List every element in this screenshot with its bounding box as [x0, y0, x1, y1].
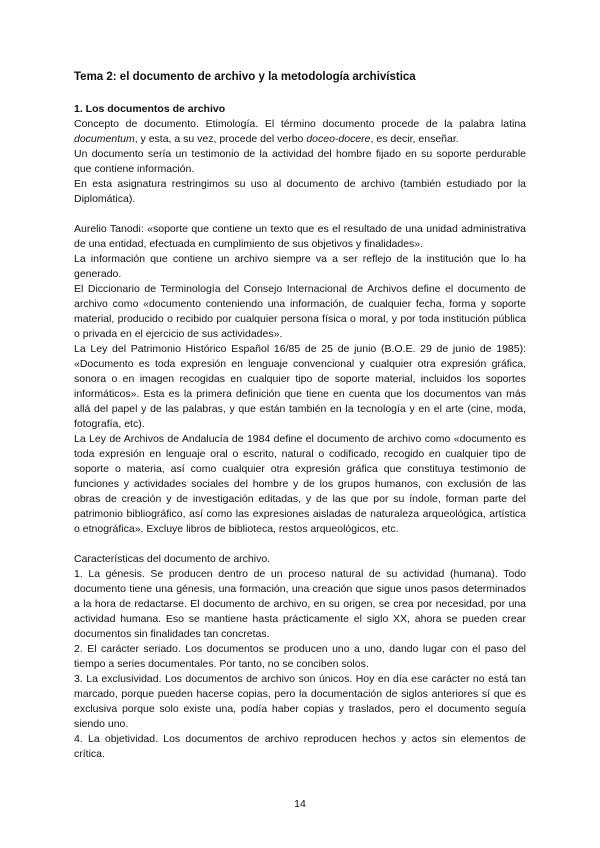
page-number: 14 [294, 798, 306, 810]
list-item-objetividad: 4. La objetividad. Los documentos de archivo reproducen hechos y actos sin elementos de crítica. [74, 733, 526, 760]
paragraph-diccionario: El Diccionario de Terminología del Consejo Internacional de Archivos define el documento de archivo como «documento conteniendo una información, de cualquier fecha, forma y soporte material, producido o recibido por cualquier persona física o moral, y por toda institución pública o privada en el ejercicio de sus actividades». [74, 283, 526, 340]
paragraph-tanodi: Aurelio Tanodi: «soporte que contiene un texto que es el resultado de una unidad administrativa de una entidad, efectuada en cumplimiento de sus objetivos y finalidades». [74, 223, 526, 250]
paragraph-ley-patrimonio: La Ley del Patrimonio Histórico Español 16/85 de 25 de junio (B.O.E. 29 de junio de 1985): «Documento es toda expresión en lenguaje convencional y cualquier otra expresión gráfica, sonora o en imagen recogidas en cualquier tipo de soporte material, incluidos los soportes informáticos». Esta es la primera definición que tiene en cuenta que los documentos van más allá del papel y de las palabras, y que están también en la tecnología y en el arte (cine, moda, fotografía, etc). [74, 343, 526, 430]
list-item-seriado: 2. El carácter seriado. Los documentos se producen uno a uno, dando lugar con el paso del tiempo a series documentales. Por tanto, no se conciben solos. [74, 643, 526, 670]
text-span: Concepto de documento. Etimología. El término documento procede de la palabra latina [74, 118, 526, 130]
section-heading: 1. Los documentos de archivo [74, 103, 226, 115]
spacer [74, 537, 526, 552]
latin-term: documentum [74, 133, 135, 145]
paragraph-etimologia [74, 117, 526, 147]
text-span: , es decir, enseñar. [370, 133, 459, 145]
spacer [74, 207, 526, 222]
list-item-genesis: 1. La génesis. Se producen dentro de un proceso natural de su actividad (humana). Todo documento tiene una génesis, una formación, una creación que sigue unos pasos determinados a la hora de redactarse. El documento de archivo, en su origen, se crea por necesidad, por una actividad humana. Eso se mantiene hasta prácticamente el siglo XX, ahora se pueden crear documentos sin finalidades tan concretas. [74, 568, 526, 640]
list-item-exclusividad: 3. La exclusividad. Los documentos de archivo son únicos. Hoy en día ese carácter no está tan marcado, porque pueden hacerse copias, pero la documentación de siglos anteriores sí que es exclusiva porque solo existe una, podía haber copias y traslados, pero el documento seguía siendo uno. [74, 673, 526, 730]
paragraph-reflejo: La información que contiene un archivo siempre va a ser reflejo de la institución que lo ha generado. [74, 253, 526, 280]
latin-verb: doceo-docere [306, 133, 371, 145]
paragraph-asignatura: En esta asignatura restringimos su uso al documento de archivo (también estudiado por la Diplomática). [74, 178, 526, 205]
paragraph-ley-andalucia: La Ley de Archivos de Andalucía de 1984 define el documento de archivo como «documento es toda expresión en lenguaje oral o escrito, natural o codificado, recogido en cualquier tipo de soporte o materia, así como cualquier otra expresión gráfica que constituya testimonio de funciones y actividades sociales del hombre y de los grupos humanos, con exclusión de las obras de creación y de investigación editadas, y de las que por su índole, forman parte del patrimonio bibliográfico, así como las expresiones aisladas de naturaleza arqueológica, artística o etnográfica». Excluye libros de biblioteca, restos arqueológicos, etc. [74, 433, 526, 535]
chapter-title: Tema 2: el documento de archivo y la metodología archivística [74, 71, 416, 83]
caracteristicas-heading: Características del documento de archivo. [74, 553, 271, 565]
page-content [74, 70, 526, 762]
paragraph-testimonio: Un documento sería un testimonio de la actividad del hombre fijado en su soporte perdurable que contiene información. [74, 148, 526, 175]
text-span: , y esta, a su vez, procede del verbo [134, 133, 307, 145]
